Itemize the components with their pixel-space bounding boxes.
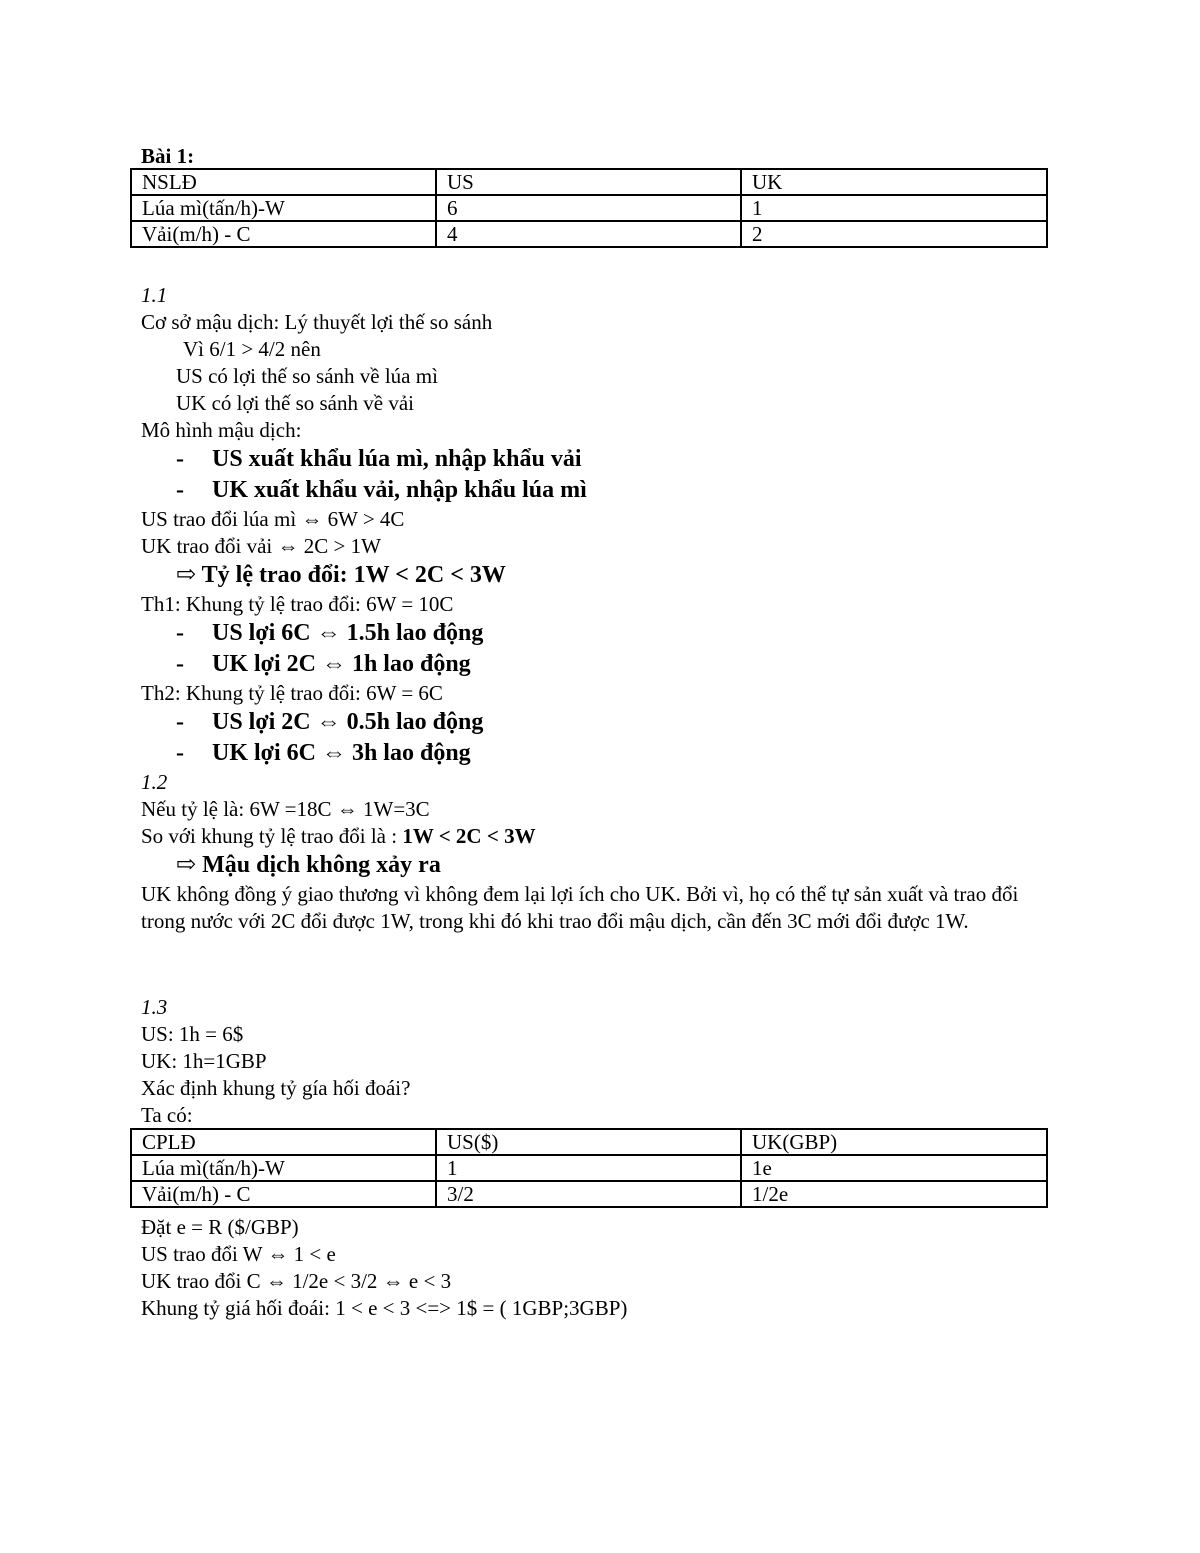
uk-wage: UK: 1h=1GBP bbox=[141, 1049, 267, 1073]
table-cell: Vải(m/h) - C bbox=[131, 221, 436, 247]
uk-trade-line: UK trao đổi vải ⇔ 2C > 1W bbox=[141, 534, 381, 558]
exchange-ratio: ⇨ Tỷ lệ trao đổi: 1W < 2C < 3W bbox=[176, 562, 506, 588]
us-trade-w-line: US trao đổi W ⇔ 1 < e bbox=[141, 1242, 336, 1266]
table-cell: 3/2 bbox=[436, 1181, 741, 1207]
list-item-text: UK lợi 6C ⇔ 3h lao động bbox=[212, 740, 471, 766]
trade-basis: Cơ sở mậu dịch: Lý thuyết lợi thế so sánh bbox=[141, 310, 493, 334]
table-cell: NSLĐ bbox=[131, 169, 436, 195]
uk-advantage: UK có lợi thế so sánh về vải bbox=[176, 391, 414, 415]
table-cell: 1e bbox=[741, 1155, 1047, 1181]
list-item-text: US lợi 6C ⇔ 1.5h lao động bbox=[212, 620, 484, 646]
ratio-condition: Nếu tỷ lệ là: 6W =18C ⇔ 1W=3C bbox=[141, 797, 430, 821]
list-item: - UK xuất khẩu vải, nhập khẩu lúa mì bbox=[141, 475, 1061, 506]
case-2-line: Th2: Khung tỷ lệ trao đổi: 6W = 6C bbox=[141, 681, 443, 705]
table-row bbox=[131, 1181, 1047, 1207]
comparison-line bbox=[141, 823, 1061, 850]
labor-cost-table bbox=[130, 1128, 1048, 1208]
uk-trade-c-line: UK trao đổi C ⇔ 1/2e < 3/2 ⇔ e < 3 bbox=[141, 1269, 452, 1293]
table-row bbox=[131, 221, 1047, 247]
table-cell: Lúa mì(tấn/h)-W bbox=[131, 195, 436, 221]
set-e-line: Đặt e = R ($/GBP) bbox=[141, 1215, 299, 1239]
table-cell: CPLĐ bbox=[131, 1129, 436, 1155]
list-item: - UK lợi 2C ⇔ 1h lao động bbox=[141, 649, 1061, 680]
table-cell: UK bbox=[741, 169, 1047, 195]
us-trade-line: US trao đổi lúa mì ⇔ 6W > 4C bbox=[141, 507, 405, 531]
table-cell: US($) bbox=[436, 1129, 741, 1155]
us-advantage: US có lợi thế so sánh về lúa mì bbox=[176, 364, 438, 388]
table-cell: 2 bbox=[741, 221, 1047, 247]
table-cell: 6 bbox=[436, 195, 741, 221]
table-row bbox=[131, 1155, 1047, 1181]
explanation-paragraph: UK không đồng ý giao thương vì không đem lại lợi ích cho UK. Bởi vì, họ có thể tự sản xuất và trao đổi trong nước với 2C đổi được 1W, trong khi đó khi trao đổi mậu dịch, cần đến 3C mới đổi được 1W. bbox=[141, 882, 1019, 933]
list-item-text: UK lợi 2C ⇔ 1h lao động bbox=[212, 651, 471, 677]
section-1-1 bbox=[141, 282, 1061, 935]
table-cell: 1/2e bbox=[741, 1181, 1047, 1207]
list-item: - US xuất khẩu lúa mì, nhập khẩu vải bbox=[141, 444, 1061, 475]
section-heading: 1.3 bbox=[141, 995, 168, 1019]
exercise-title: Bài 1: bbox=[141, 144, 195, 168]
exchange-rate-range: Khung tỷ giá hối đoái: 1 < e < 3 <=> 1$ = ( 1GBP;3GBP) bbox=[141, 1296, 628, 1320]
table-cell: 1 bbox=[741, 195, 1047, 221]
list-item-text: US lợi 2C ⇔ 0.5h lao động bbox=[212, 709, 484, 735]
table-cell: Vải(m/h) - C bbox=[131, 1181, 436, 1207]
us-wage: US: 1h = 6$ bbox=[141, 1022, 244, 1046]
reason-line: Vì 6/1 > 4/2 nên bbox=[183, 337, 321, 361]
list-item: - UK lợi 6C ⇔ 3h lao động bbox=[141, 738, 1061, 769]
section-1-3-result bbox=[141, 1214, 1061, 1322]
productivity-table bbox=[130, 168, 1048, 248]
table-cell: Lúa mì(tấn/h)-W bbox=[131, 1155, 436, 1181]
trade-conclusion: ⇨ Mậu dịch không xảy ra bbox=[176, 852, 441, 878]
trade-model-label: Mô hình mậu dịch: bbox=[141, 418, 302, 442]
list-item: - US lợi 6C ⇔ 1.5h lao động bbox=[141, 618, 1061, 649]
we-have-line: Ta có: bbox=[141, 1103, 193, 1127]
comparison-range: 1W < 2C < 3W bbox=[402, 824, 536, 848]
section-heading: 1.2 bbox=[141, 770, 168, 794]
question-line: Xác định khung tỷ gía hối đoái? bbox=[141, 1076, 411, 1100]
list-item-text: US xuất khẩu lúa mì, nhập khẩu vải bbox=[212, 446, 582, 472]
list-item-text: UK xuất khẩu vải, nhập khẩu lúa mì bbox=[212, 477, 587, 503]
table-row bbox=[131, 195, 1047, 221]
table-header-row bbox=[131, 169, 1047, 195]
list-item: - US lợi 2C ⇔ 0.5h lao động bbox=[141, 707, 1061, 738]
table-header-row bbox=[131, 1129, 1047, 1155]
comparison-prefix: So với khung tỷ lệ trao đổi là : bbox=[141, 824, 403, 848]
table-cell: 4 bbox=[436, 221, 741, 247]
case-1-line: Th1: Khung tỷ lệ trao đổi: 6W = 10C bbox=[141, 592, 454, 616]
section-1-3 bbox=[141, 994, 1061, 1129]
table-cell: UK(GBP) bbox=[741, 1129, 1047, 1155]
table-cell: 1 bbox=[436, 1155, 741, 1181]
section-heading: 1.1 bbox=[141, 283, 168, 307]
table-cell: US bbox=[436, 169, 741, 195]
